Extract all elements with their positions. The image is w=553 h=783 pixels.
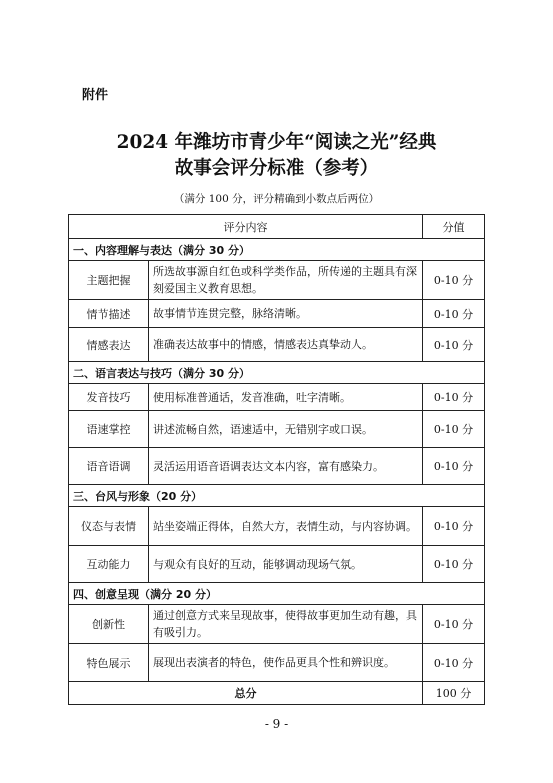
criterion-score: 0-10 分	[423, 261, 485, 300]
total-row	[69, 682, 485, 705]
table-row	[69, 411, 485, 448]
criterion-description: 所选故事源自红色或科学类作品，所传递的主题具有深刻爱国主义教育思想。	[149, 261, 423, 300]
criterion-score: 0-10 分	[423, 507, 485, 546]
criterion-description: 故事情节连贯完整，脉络清晰。	[149, 300, 423, 328]
criterion-name: 创新性	[69, 605, 149, 644]
section-title: 一、内容理解与表达（满分 30 分）	[69, 239, 485, 261]
table-row	[69, 448, 485, 485]
criterion-description: 站坐姿端正得体，自然大方，表情生动，与内容协调。	[149, 507, 423, 546]
section-row	[69, 362, 485, 384]
section-title: 四、创意呈现（满分 20 分）	[69, 583, 485, 605]
criterion-description: 灵活运用语音语调表达文本内容，富有感染力。	[149, 448, 423, 485]
criterion-score: 0-10 分	[423, 644, 485, 682]
criterion-name: 情节描述	[69, 300, 149, 328]
criterion-name: 主题把握	[69, 261, 149, 300]
total-label: 总分	[69, 682, 423, 705]
criterion-score: 0-10 分	[423, 605, 485, 644]
criterion-description: 讲述流畅自然，语速适中，无错别字或口误。	[149, 411, 423, 448]
scoring-note: （满分 100 分，评分精确到小数点后两位）	[173, 193, 380, 205]
criterion-name: 特色展示	[69, 644, 149, 682]
criterion-name: 仪态与表情	[69, 507, 149, 546]
document-title-line-1: 2024 年潍坊市青少年“阅读之光”经典	[116, 132, 437, 153]
criterion-score: 0-10 分	[423, 384, 485, 411]
attachment-label: 附件	[82, 88, 109, 103]
scoring-table	[68, 214, 485, 705]
table-row	[69, 546, 485, 583]
table-row	[69, 644, 485, 682]
criterion-name: 发音技巧	[69, 384, 149, 411]
table-row	[69, 300, 485, 328]
criterion-description: 与观众有良好的互动，能够调动现场气氛。	[149, 546, 423, 583]
section-title: 三、台风与形象（20 分）	[69, 485, 485, 507]
page-number: - 9 -	[264, 717, 289, 731]
criterion-score: 0-10 分	[423, 300, 485, 328]
criterion-name: 互动能力	[69, 546, 149, 583]
section-title: 二、语言表达与技巧（满分 30 分）	[69, 362, 485, 384]
document-title-line-2: 故事会评分标准（参考）	[174, 158, 379, 179]
criterion-name: 情感表达	[69, 328, 149, 362]
section-row	[69, 485, 485, 507]
table-row	[69, 328, 485, 362]
section-row	[69, 583, 485, 605]
table-row	[69, 605, 485, 644]
table-row	[69, 261, 485, 300]
criterion-description: 准确表达故事中的情感，情感表达真挚动人。	[149, 328, 423, 362]
criterion-description: 使用标准普通话，发音准确，吐字清晰。	[149, 384, 423, 411]
criterion-name: 语音语调	[69, 448, 149, 485]
criterion-score: 0-10 分	[423, 328, 485, 362]
criterion-description: 展现出表演者的特色，使作品更具个性和辨识度。	[149, 644, 423, 682]
table-row	[69, 384, 485, 411]
criterion-score: 0-10 分	[423, 448, 485, 485]
scoring-table-body	[69, 239, 485, 705]
criterion-description: 通过创意方式来呈现故事，使得故事更加生动有趣，具有吸引力。	[149, 605, 423, 644]
header-content: 评分内容	[69, 215, 423, 239]
criterion-score: 0-10 分	[423, 546, 485, 583]
section-row	[69, 239, 485, 261]
table-row	[69, 507, 485, 546]
total-value: 100 分	[423, 682, 485, 705]
criterion-name: 语速掌控	[69, 411, 149, 448]
header-score: 分值	[423, 215, 485, 239]
criterion-score: 0-10 分	[423, 411, 485, 448]
